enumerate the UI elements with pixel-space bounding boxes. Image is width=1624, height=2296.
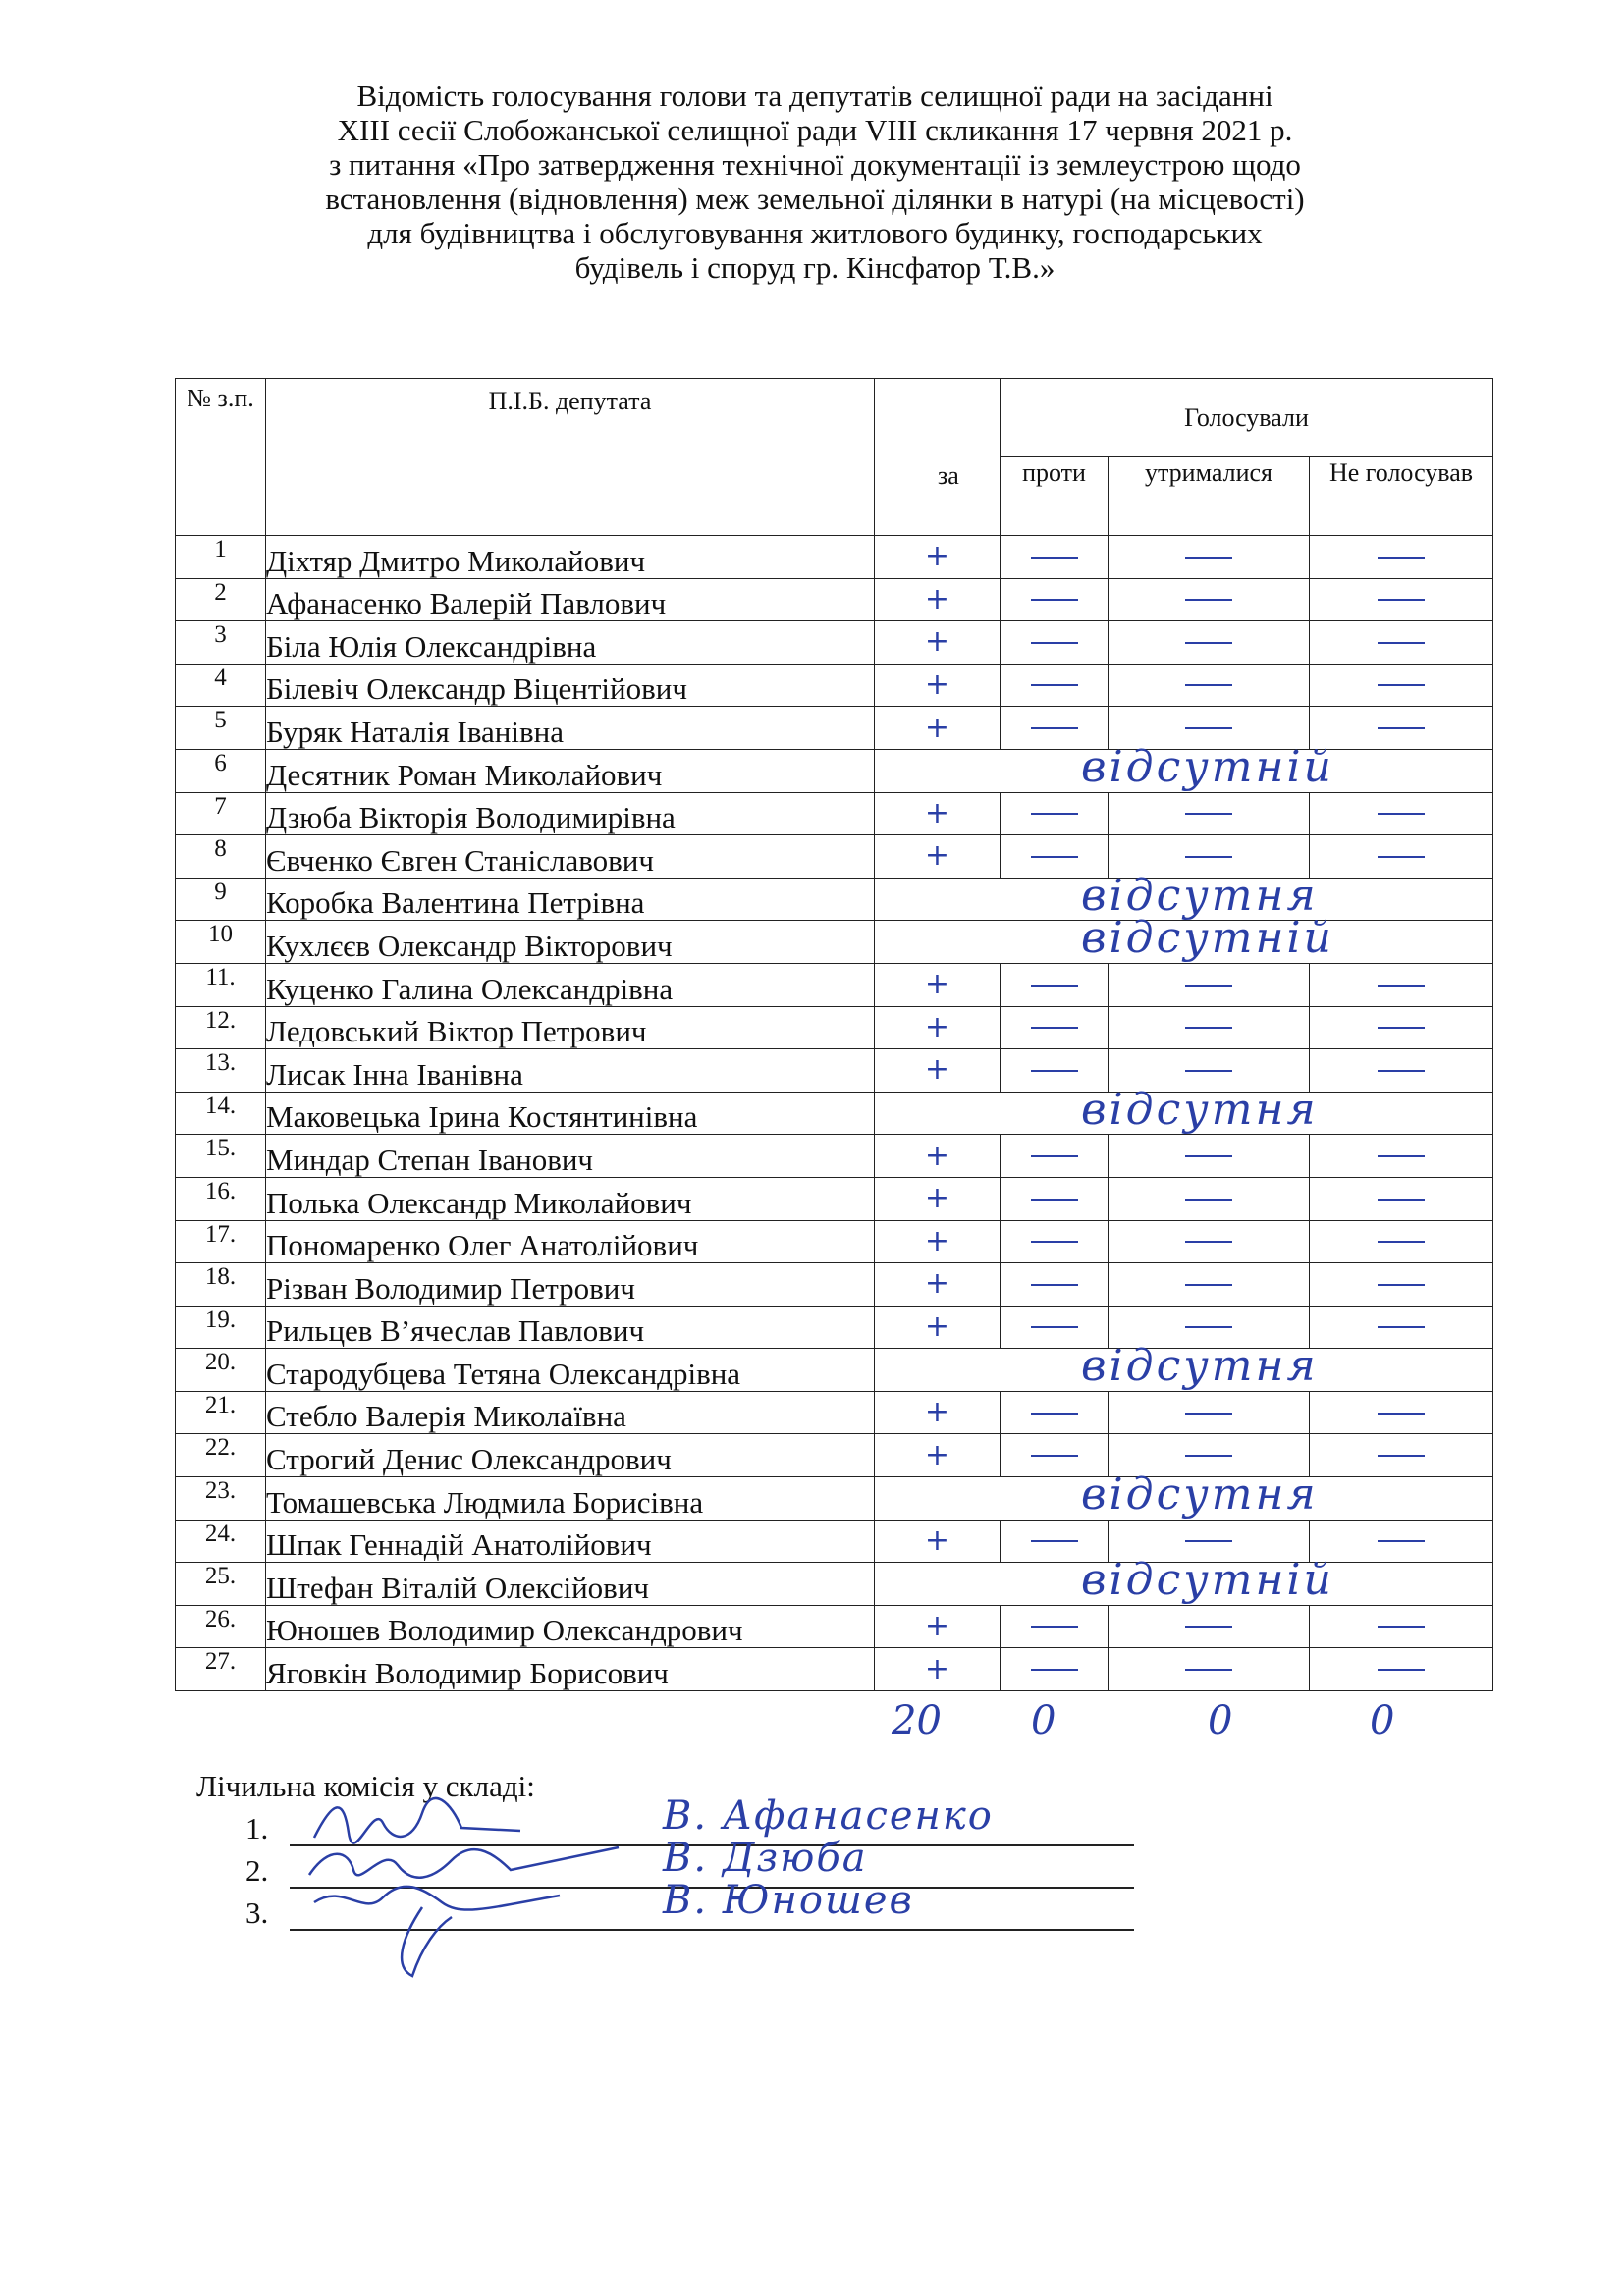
vote-for bbox=[875, 1263, 1001, 1307]
row-num: 9 bbox=[176, 878, 266, 921]
dash-mark bbox=[1185, 1413, 1232, 1415]
table-row bbox=[176, 1349, 1493, 1392]
dash-mark bbox=[1185, 856, 1232, 858]
row-num: 20. bbox=[176, 1349, 266, 1392]
vote-against bbox=[1001, 1135, 1109, 1178]
row-num: 10 bbox=[176, 921, 266, 964]
vote-not-voted bbox=[1310, 1135, 1493, 1178]
vote-for bbox=[875, 963, 1001, 1006]
row-name: Строгий Денис Олександрович bbox=[266, 1434, 875, 1477]
member-index: 2. bbox=[245, 1853, 269, 1888]
dash-mark bbox=[1185, 1070, 1232, 1072]
vote-not-voted bbox=[1310, 1648, 1493, 1691]
vote-for bbox=[875, 536, 1001, 579]
row-num: 7 bbox=[176, 792, 266, 835]
vote-not-voted bbox=[1310, 1263, 1493, 1307]
vote-not-voted bbox=[1310, 1220, 1493, 1263]
dash-mark bbox=[1031, 727, 1078, 729]
title-line: для будівництва і обслуговування житлового будинку, господарських bbox=[367, 216, 1263, 250]
row-name: Пономаренко Олег Анатолійович bbox=[266, 1220, 875, 1263]
vote-for bbox=[875, 578, 1001, 621]
row-num: 11. bbox=[176, 963, 266, 1006]
row-name: Лисак Інна Іванівна bbox=[266, 1049, 875, 1093]
absent-cell bbox=[875, 1341, 1493, 1392]
dash-mark bbox=[1378, 813, 1425, 815]
row-num: 27. bbox=[176, 1648, 266, 1691]
table-row bbox=[176, 1563, 1493, 1606]
header-against: проти bbox=[1001, 457, 1109, 536]
table-row bbox=[176, 1263, 1493, 1307]
row-name: Юношев Володимир Олександрович bbox=[266, 1605, 875, 1648]
vote-not-voted bbox=[1310, 578, 1493, 621]
plus-mark: + bbox=[924, 795, 950, 830]
row-name: Томашевська Людмила Борисівна bbox=[266, 1477, 875, 1521]
dash-mark bbox=[1185, 1199, 1232, 1201]
dash-mark bbox=[1185, 1540, 1232, 1542]
row-num: 17. bbox=[176, 1220, 266, 1263]
dash-mark bbox=[1185, 1455, 1232, 1457]
dash-mark bbox=[1378, 684, 1425, 686]
vote-abstained bbox=[1109, 536, 1310, 579]
vote-for bbox=[875, 1006, 1001, 1049]
absent-mark: відсутня bbox=[1081, 870, 1319, 921]
dash-mark bbox=[1185, 1155, 1232, 1157]
dash-mark bbox=[1031, 1155, 1078, 1157]
table-row bbox=[176, 536, 1493, 579]
dash-mark bbox=[1378, 1241, 1425, 1243]
absent-cell bbox=[875, 1084, 1493, 1135]
table-row bbox=[176, 1006, 1493, 1049]
vote-for bbox=[875, 1049, 1001, 1093]
plus-mark: + bbox=[924, 1223, 950, 1258]
vote-against bbox=[1001, 1605, 1109, 1648]
dash-mark bbox=[1378, 727, 1425, 729]
row-name: Різван Володимир Петрович bbox=[266, 1263, 875, 1307]
dash-mark bbox=[1378, 1540, 1425, 1542]
vote-against bbox=[1001, 664, 1109, 707]
plus-mark: + bbox=[924, 581, 950, 616]
dash-mark bbox=[1378, 557, 1425, 559]
table-row bbox=[176, 1605, 1493, 1648]
dash-mark bbox=[1185, 1241, 1232, 1243]
row-num: 22. bbox=[176, 1434, 266, 1477]
absent-cell bbox=[875, 1555, 1493, 1606]
dash-mark bbox=[1185, 642, 1232, 644]
plus-mark: + bbox=[924, 1138, 950, 1173]
dash-mark bbox=[1031, 557, 1078, 559]
absent-mark: відсутня bbox=[1081, 1084, 1319, 1135]
dash-mark bbox=[1031, 1284, 1078, 1286]
table-row bbox=[176, 749, 1493, 792]
row-num: 19. bbox=[176, 1306, 266, 1349]
header-abstained: утрималися bbox=[1109, 457, 1310, 536]
vote-against bbox=[1001, 963, 1109, 1006]
vote-not-voted bbox=[1310, 792, 1493, 835]
dash-mark bbox=[1031, 1540, 1078, 1542]
vote-not-voted bbox=[1310, 536, 1493, 579]
dash-mark bbox=[1378, 856, 1425, 858]
dash-mark bbox=[1378, 1155, 1425, 1157]
row-name: Полька Олександр Миколайович bbox=[266, 1177, 875, 1220]
row-num: 6 bbox=[176, 749, 266, 792]
vote-not-voted bbox=[1310, 835, 1493, 879]
vote-for bbox=[875, 1648, 1001, 1691]
commission-member bbox=[245, 1793, 994, 1846]
plus-mark: + bbox=[924, 624, 950, 660]
total-not-voted: 0 bbox=[1370, 1698, 1395, 1743]
vote-for bbox=[875, 621, 1001, 665]
commission-member bbox=[245, 1878, 914, 1931]
row-name: Стародубцева Тетяна Олександрівна bbox=[266, 1349, 875, 1392]
vote-for bbox=[875, 707, 1001, 750]
dash-mark bbox=[1378, 599, 1425, 601]
vote-for bbox=[875, 1434, 1001, 1477]
row-name: Дзюба Вікторія Володимирівна bbox=[266, 792, 875, 835]
title-line: будівель і споруд гр. Кінсфатор Т.В.» bbox=[574, 250, 1056, 285]
dash-mark bbox=[1378, 1455, 1425, 1457]
vote-not-voted bbox=[1310, 1006, 1493, 1049]
member-index: 3. bbox=[245, 1896, 269, 1930]
row-name: Буряк Наталія Іванівна bbox=[266, 707, 875, 750]
title-line: з питання «Про затвердження технічної документації із землеустрою щодо bbox=[329, 147, 1301, 182]
vote-abstained bbox=[1109, 578, 1310, 621]
dash-mark bbox=[1378, 1413, 1425, 1415]
row-num: 15. bbox=[176, 1135, 266, 1178]
vote-against bbox=[1001, 1006, 1109, 1049]
vote-abstained bbox=[1109, 1006, 1310, 1049]
row-num: 24. bbox=[176, 1520, 266, 1563]
vote-against bbox=[1001, 578, 1109, 621]
row-num: 12. bbox=[176, 1006, 266, 1049]
dash-mark bbox=[1031, 1669, 1078, 1671]
dash-mark bbox=[1031, 1027, 1078, 1029]
plus-mark: + bbox=[924, 1395, 950, 1430]
row-num: 13. bbox=[176, 1049, 266, 1093]
document-title bbox=[177, 79, 1453, 285]
vote-not-voted bbox=[1310, 1520, 1493, 1563]
plus-mark: + bbox=[924, 667, 950, 703]
absent-mark: відсутній bbox=[1081, 741, 1334, 792]
member-index: 1. bbox=[245, 1811, 269, 1845]
vote-for bbox=[875, 792, 1001, 835]
title-line: встановлення (відновлення) меж земельної ділянки в натурі (на місцевості) bbox=[325, 182, 1305, 216]
vote-abstained bbox=[1109, 664, 1310, 707]
member-name: В. Афанасенко bbox=[663, 1793, 994, 1839]
row-name: Яговкін Володимир Борисович bbox=[266, 1648, 875, 1691]
table-row bbox=[176, 792, 1493, 835]
dash-mark bbox=[1031, 1455, 1078, 1457]
vote-not-voted bbox=[1310, 963, 1493, 1006]
header-not-voted: Не голосував bbox=[1310, 457, 1493, 536]
vote-abstained bbox=[1109, 1177, 1310, 1220]
row-name: Маковецька Ірина Костянтинівна bbox=[266, 1092, 875, 1135]
dash-mark bbox=[1031, 856, 1078, 858]
dash-mark bbox=[1031, 1199, 1078, 1201]
row-name: Шпак Геннадій Анатолійович bbox=[266, 1520, 875, 1563]
dash-mark bbox=[1378, 1070, 1425, 1072]
row-name: Афанасенко Валерій Павлович bbox=[266, 578, 875, 621]
vote-against bbox=[1001, 1648, 1109, 1691]
vote-not-voted bbox=[1310, 1434, 1493, 1477]
row-name: Миндар Степан Іванович bbox=[266, 1135, 875, 1178]
dash-mark bbox=[1031, 599, 1078, 601]
vote-against bbox=[1001, 792, 1109, 835]
row-num: 18. bbox=[176, 1263, 266, 1307]
dash-mark bbox=[1031, 1241, 1078, 1243]
vote-not-voted bbox=[1310, 664, 1493, 707]
row-name: Куценко Галина Олександрівна bbox=[266, 963, 875, 1006]
dash-mark bbox=[1185, 985, 1232, 987]
dash-mark bbox=[1185, 557, 1232, 559]
absent-mark: відсутня bbox=[1081, 1469, 1319, 1521]
dash-mark bbox=[1031, 1070, 1078, 1072]
dash-mark bbox=[1185, 599, 1232, 601]
total-abstained: 0 bbox=[1208, 1698, 1233, 1743]
row-num: 8 bbox=[176, 835, 266, 879]
plus-mark: + bbox=[924, 838, 950, 874]
dash-mark bbox=[1031, 1626, 1078, 1628]
row-num: 1 bbox=[176, 536, 266, 579]
commission-member bbox=[245, 1836, 868, 1889]
absent-cell bbox=[875, 741, 1493, 792]
header-name: П.І.Б. депутата bbox=[266, 379, 875, 536]
vote-not-voted bbox=[1310, 1306, 1493, 1349]
row-name: Рильцев В’ячеслав Павлович bbox=[266, 1306, 875, 1349]
vote-against bbox=[1001, 1177, 1109, 1220]
row-name: Ледовський Віктор Петрович bbox=[266, 1006, 875, 1049]
vote-against bbox=[1001, 1391, 1109, 1434]
plus-mark: + bbox=[924, 1181, 950, 1216]
absent-mark: відсутня bbox=[1081, 1341, 1319, 1392]
table-row bbox=[176, 1648, 1493, 1691]
dash-mark bbox=[1378, 1199, 1425, 1201]
dash-mark bbox=[1185, 1284, 1232, 1286]
vote-for bbox=[875, 1220, 1001, 1263]
vote-abstained bbox=[1109, 792, 1310, 835]
row-num: 21. bbox=[176, 1391, 266, 1434]
vote-against bbox=[1001, 536, 1109, 579]
absent-cell bbox=[875, 1469, 1493, 1521]
dash-mark bbox=[1031, 642, 1078, 644]
vote-for bbox=[875, 835, 1001, 879]
plus-mark: + bbox=[924, 1266, 950, 1302]
vote-abstained bbox=[1109, 1135, 1310, 1178]
row-num: 14. bbox=[176, 1092, 266, 1135]
vote-against bbox=[1001, 621, 1109, 665]
row-num: 5 bbox=[176, 707, 266, 750]
table-row bbox=[176, 1177, 1493, 1220]
row-name: Стебло Валерія Миколаївна bbox=[266, 1391, 875, 1434]
vote-not-voted bbox=[1310, 1049, 1493, 1093]
table-row bbox=[176, 1220, 1493, 1263]
vote-for bbox=[875, 1306, 1001, 1349]
vote-against bbox=[1001, 1263, 1109, 1307]
dash-mark bbox=[1031, 813, 1078, 815]
header-voted: Голосували bbox=[1001, 379, 1493, 457]
table-row bbox=[176, 1391, 1493, 1434]
dash-mark bbox=[1378, 1669, 1425, 1671]
row-num: 4 bbox=[176, 664, 266, 707]
plus-mark: + bbox=[924, 1308, 950, 1344]
total-for: 20 bbox=[892, 1698, 942, 1743]
vote-for bbox=[875, 1391, 1001, 1434]
dash-mark bbox=[1378, 1326, 1425, 1328]
absent-cell bbox=[875, 913, 1493, 964]
row-name: Діхтяр Дмитро Миколайович bbox=[266, 536, 875, 579]
row-num: 3 bbox=[176, 621, 266, 665]
dash-mark bbox=[1378, 1626, 1425, 1628]
row-name: Кухлєєв Олександр Вікторович bbox=[266, 921, 875, 964]
plus-mark: + bbox=[924, 1052, 950, 1088]
dash-mark bbox=[1378, 1284, 1425, 1286]
table-row bbox=[176, 578, 1493, 621]
signature-image bbox=[304, 1878, 579, 1986]
vote-not-voted bbox=[1310, 707, 1493, 750]
title-line: Відомість голосування голови та депутатів селищної ради на засіданні bbox=[356, 79, 1273, 113]
absent-mark: відсутній bbox=[1081, 913, 1334, 964]
table-row bbox=[176, 921, 1493, 964]
plus-mark: + bbox=[924, 539, 950, 574]
dash-mark bbox=[1378, 985, 1425, 987]
voting-table bbox=[175, 378, 1493, 1691]
commission-label: Лічильна комісія у складі: bbox=[196, 1769, 535, 1803]
vote-abstained bbox=[1109, 1605, 1310, 1648]
dash-mark bbox=[1185, 1027, 1232, 1029]
row-name: Коробка Валентина Петрівна bbox=[266, 878, 875, 921]
vote-abstained bbox=[1109, 1648, 1310, 1691]
row-name: Євченко Євген Станіславович bbox=[266, 835, 875, 879]
row-name: Десятник Роман Миколайович bbox=[266, 749, 875, 792]
member-name: В. Дзюба bbox=[663, 1836, 868, 1881]
vote-not-voted bbox=[1310, 621, 1493, 665]
row-name: Біла Юлія Олександрівна bbox=[266, 621, 875, 665]
dash-mark bbox=[1378, 1027, 1425, 1029]
dash-mark bbox=[1185, 1626, 1232, 1628]
header-blank bbox=[875, 379, 1001, 536]
absent-mark: відсутній bbox=[1081, 1555, 1334, 1606]
vote-abstained bbox=[1109, 1391, 1310, 1434]
dash-mark bbox=[1031, 684, 1078, 686]
dash-mark bbox=[1185, 813, 1232, 815]
row-name: Штефан Віталій Олексійович bbox=[266, 1563, 875, 1606]
header-for: за bbox=[938, 461, 959, 490]
total-against: 0 bbox=[1031, 1698, 1056, 1743]
dash-mark bbox=[1185, 1326, 1232, 1328]
dash-mark bbox=[1031, 1413, 1078, 1415]
vote-abstained bbox=[1109, 963, 1310, 1006]
plus-mark: + bbox=[924, 710, 950, 745]
plus-mark: + bbox=[924, 967, 950, 1002]
vote-for bbox=[875, 1177, 1001, 1220]
dash-mark bbox=[1378, 642, 1425, 644]
dash-mark bbox=[1031, 1326, 1078, 1328]
table-row bbox=[176, 664, 1493, 707]
title-line: XIII сесії Слобожанської селищної ради VIII скликання 17 червня 2021 р. bbox=[337, 113, 1293, 147]
vote-abstained bbox=[1109, 621, 1310, 665]
header-num: № з.п. bbox=[176, 379, 266, 536]
table-row bbox=[176, 1092, 1493, 1135]
vote-for bbox=[875, 1135, 1001, 1178]
vote-not-voted bbox=[1310, 1177, 1493, 1220]
vote-for bbox=[875, 1605, 1001, 1648]
row-num: 23. bbox=[176, 1477, 266, 1521]
plus-mark: + bbox=[924, 1522, 950, 1558]
vote-abstained bbox=[1109, 1263, 1310, 1307]
vote-not-voted bbox=[1310, 1391, 1493, 1434]
member-name: В. Юношев bbox=[663, 1878, 914, 1923]
dash-mark bbox=[1185, 727, 1232, 729]
dash-mark bbox=[1031, 985, 1078, 987]
vote-for bbox=[875, 1520, 1001, 1563]
vote-for bbox=[875, 664, 1001, 707]
table-row bbox=[176, 621, 1493, 665]
row-name: Білевіч Олександр Віцентійович bbox=[266, 664, 875, 707]
row-num: 26. bbox=[176, 1605, 266, 1648]
table-row bbox=[176, 963, 1493, 1006]
plus-mark: + bbox=[924, 1437, 950, 1472]
vote-against bbox=[1001, 1220, 1109, 1263]
plus-mark: + bbox=[924, 1651, 950, 1686]
table-row bbox=[176, 1477, 1493, 1521]
row-num: 25. bbox=[176, 1563, 266, 1606]
table-row bbox=[176, 1135, 1493, 1178]
dash-mark bbox=[1185, 1669, 1232, 1671]
vote-abstained bbox=[1109, 1220, 1310, 1263]
vote-not-voted bbox=[1310, 1605, 1493, 1648]
row-num: 16. bbox=[176, 1177, 266, 1220]
dash-mark bbox=[1185, 684, 1232, 686]
plus-mark: + bbox=[924, 1009, 950, 1044]
table-body bbox=[176, 536, 1493, 1691]
row-num: 2 bbox=[176, 578, 266, 621]
plus-mark: + bbox=[924, 1609, 950, 1644]
